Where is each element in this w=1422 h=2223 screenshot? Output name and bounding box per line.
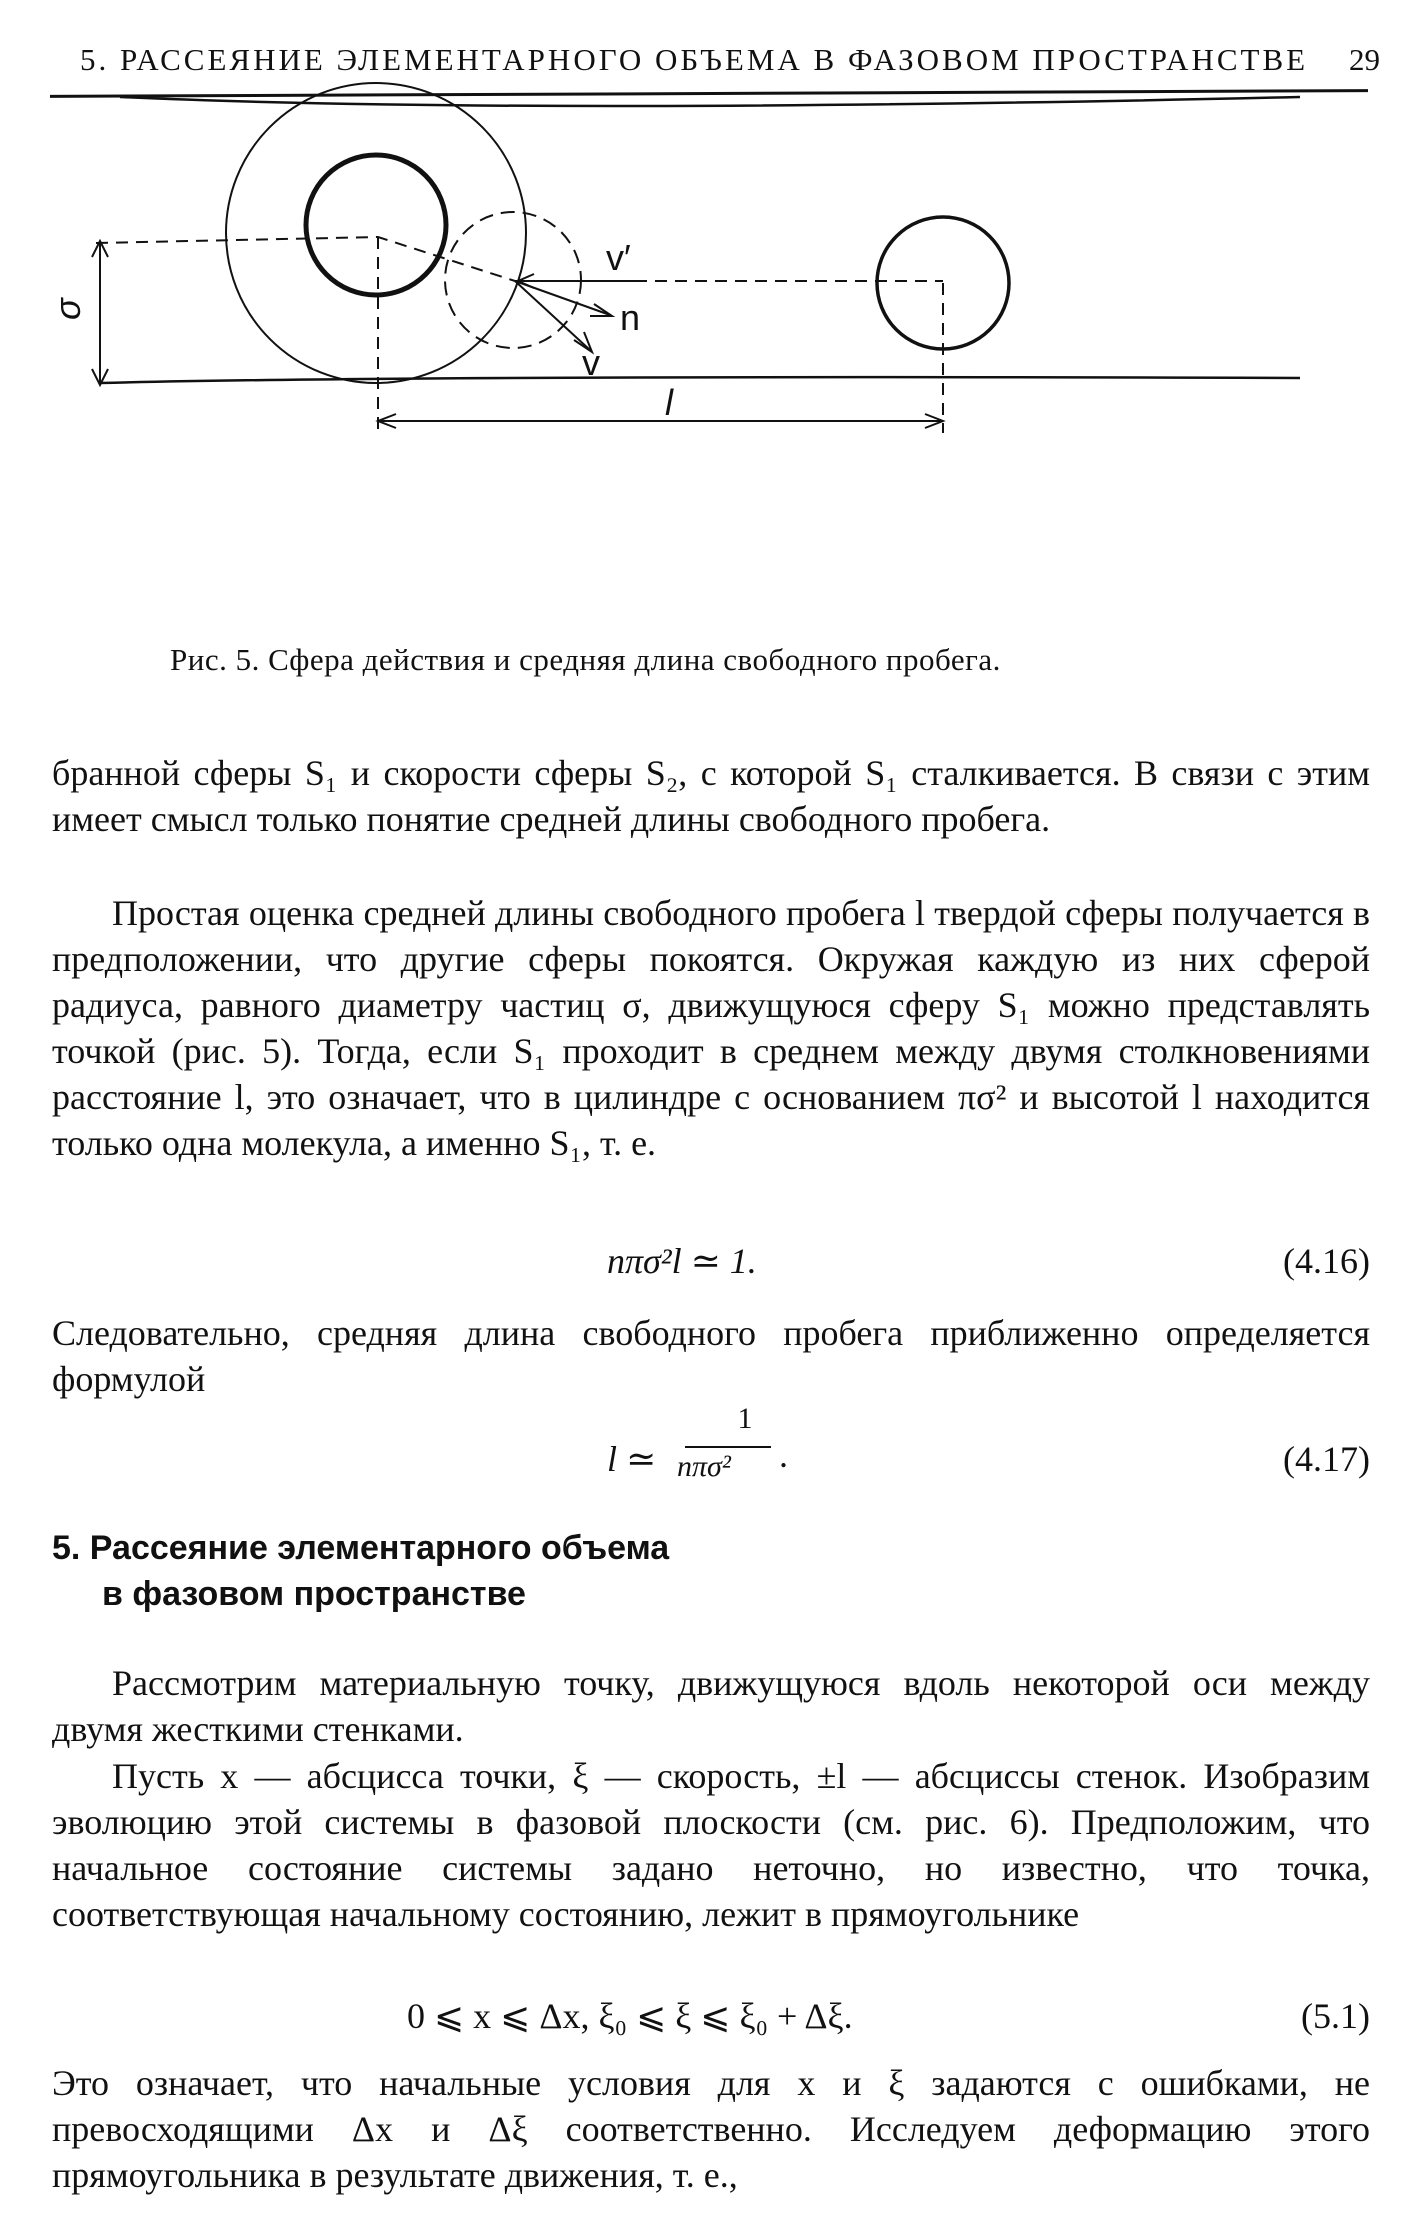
page-number: 29 (1349, 42, 1380, 77)
equation-4-16 (52, 1240, 1370, 1300)
fraction-bar (685, 1446, 771, 1448)
l-label: l (665, 382, 673, 423)
v-prime-label: v′ (606, 237, 631, 278)
paragraph-2: Простая оценка средней длины свободного пробега l твердой сферы получается в предположении, что другие сферы покоятся. Окружая каждую из них сферой радиуса, равного диаметру частиц σ, движущуюся сферу S₁ можно представлять точкой (рис. 5). Тогда, если S₁ проходит в среднем между двумя столкновениями расстояние l, это означает, что в цилиндре с основанием πσ² и высотой l находится только одна молекула, а именно S₁, т. е. (52, 893, 1370, 1163)
section-heading (52, 1525, 952, 1617)
figure-5-diagram (47, 125, 1320, 635)
paragraph-3: Следовательно, средняя длина свободного пробега приближенно определяется формулой (52, 1313, 1370, 1399)
equation-4-17 (52, 1402, 1370, 1510)
trajectory-dashed-line (96, 237, 515, 281)
cylinder-bottom-line (100, 377, 1300, 383)
equation-5-1-number: (5.1) (1301, 1996, 1370, 2036)
paragraph-4: Рассмотрим материальную точку, движущуюся вдоль некоторой оси между двумя жесткими стенками. (52, 1663, 1370, 1749)
section-heading-line-1: 5. Рассеяние элементарного объема (52, 1529, 670, 1567)
equation-4-16-number: (4.16) (1283, 1241, 1370, 1281)
running-head (80, 40, 1380, 90)
header-rule (50, 89, 1368, 98)
sphere-of-action-circle (226, 83, 526, 383)
equation-4-17-denominator: nπσ² (677, 1450, 731, 1483)
figure-5 (47, 125, 1320, 635)
n-label: n (620, 297, 641, 338)
n-vector (515, 281, 610, 315)
equation-4-17-fraction (607, 1402, 807, 1510)
v-vector (515, 281, 590, 350)
equation-4-17-trail: . (779, 1435, 788, 1475)
sigma-label: σ (47, 298, 88, 320)
equation-4-17-lhs: l ≃ (607, 1439, 657, 1479)
equation-5-1 (52, 1995, 1370, 2055)
v-label: v (582, 342, 600, 383)
equation-5-1-expr: 0 ⩽ x ⩽ Δx, ξ₀ ⩽ ξ ⩽ ξ₀ + Δξ. (407, 1996, 853, 2036)
section-heading-line-2: в фазовом пространстве (102, 1575, 526, 1613)
paragraph-5: Пусть x — абсцисса точки, ξ — скорость, ±l — абсциссы стенок. Изобразим эволюцию этой системы в фазовой плоскости (см. рис. 6). Предположим, что начальное состояние системы задано неточно, но известно, что точка, соответствующая начальному состоянию, лежит в прямоугольнике (52, 1756, 1370, 1934)
figure-caption: Рис. 5. Сфера действия и средняя длина свободного пробега. (170, 642, 1001, 677)
paragraph-1: бранной сферы S₁ и скорости сферы S₂, с которой S₁ сталкивается. В связи с этим имеет смысл только понятие средней длины свободного пробега. (52, 753, 1370, 839)
paragraph-6: Это означает, что начальные условия для x и ξ задаются с ошибками, не превосходящими Δx и Δξ соответственно. Исследуем деформацию этого прямоугольника в результате движения, т. е., (52, 2063, 1370, 2195)
equation-4-16-expr: nπσ²l ≃ 1. (607, 1241, 757, 1281)
equation-4-17-numerator: 1 (737, 1402, 753, 1435)
running-head-title: 5. РАССЕЯНИЕ ЭЛЕМЕНТАРНОГО ОБЪЕМА В ФАЗОВОМ ПРОСТРАНСТВЕ (80, 42, 1309, 77)
equation-4-17-number: (4.17) (1283, 1439, 1370, 1479)
molecule-left-circle (306, 155, 446, 295)
